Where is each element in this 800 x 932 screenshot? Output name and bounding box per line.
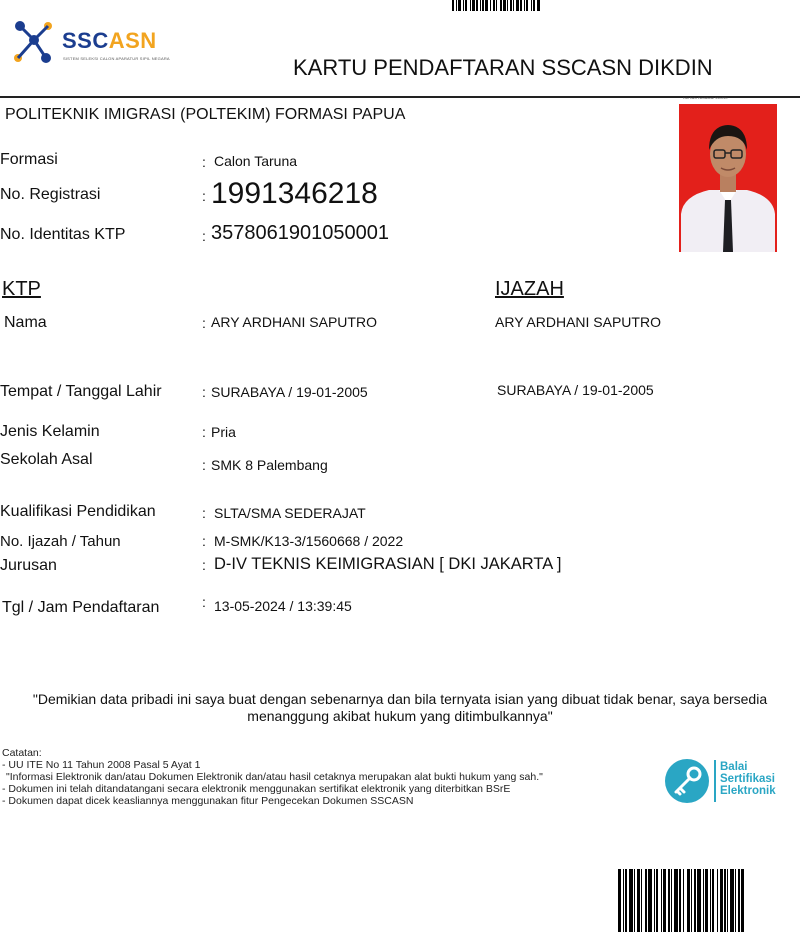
bottom-barcode: [618, 869, 790, 932]
jurusan-colon: :: [202, 557, 206, 573]
ijazah-tahun-label: No. Ijazah / Tahun: [0, 533, 121, 550]
registrasi-label: No. Registrasi: [0, 186, 101, 203]
logo-subtitle: SISTEM SELEKSI CALON APARATUR SIPIL NEGARA: [63, 56, 170, 61]
kualifikasi-colon: :: [202, 505, 206, 521]
ttl-ijazah-value: SURABAYA / 19-01-2005: [497, 382, 654, 398]
bsre-line-1: Balai: [720, 761, 748, 773]
jenis-kelamin-value: Pria: [211, 424, 236, 440]
formasi-label: Formasi: [0, 151, 58, 168]
tgl-daftar-label: Tgl / Jam Pendaftaran: [2, 599, 160, 616]
kualifikasi-label: Kualifikasi Pendidikan: [0, 503, 156, 520]
bsre-line-2: Sertifikasi: [720, 773, 775, 785]
formasi-colon: :: [202, 154, 206, 170]
ijazah-tahun-colon: :: [202, 533, 206, 549]
ttl-ktp-value: SURABAYA / 19-01-2005: [211, 384, 368, 400]
jurusan-label: Jurusan: [0, 557, 57, 574]
tgl-daftar-value: 13-05-2024 / 13:39:45: [214, 598, 352, 614]
registrasi-value: 1991346218: [211, 177, 378, 210]
jenis-kelamin-colon: :: [202, 424, 206, 440]
ktp-id-colon: :: [202, 228, 206, 244]
logo-name-main: SSC: [62, 28, 109, 53]
registrasi-colon: :: [202, 188, 206, 204]
institution-name: POLITEKNIK IMIGRASI (POLTEKIM) FORMASI PAPUA: [5, 106, 406, 123]
tgl-daftar-colon: :: [202, 594, 206, 610]
sscasn-logo: [10, 18, 170, 68]
ttl-colon: :: [202, 384, 206, 400]
photo-caption: Foto Kartu Pendaftaran SSCASN: [683, 96, 728, 100]
sscasn-logo-icon: [10, 18, 58, 66]
sekolah-label: Sekolah Asal: [0, 451, 93, 468]
nama-colon: :: [202, 315, 206, 331]
ktp-id-label: No. Identitas KTP: [0, 226, 126, 243]
applicant-photo: [679, 104, 777, 252]
top-barcode: [452, 0, 576, 11]
formasi-value: Calon Taruna: [214, 153, 298, 169]
jurusan-value: D-IV TEKNIS KEIMIGRASIAN [ DKI JAKARTA ]: [214, 555, 562, 573]
bsre-key-icon: [664, 758, 710, 804]
logo-name-accent: ASN: [108, 28, 157, 53]
person-photo-icon: [679, 104, 777, 252]
notes-line-2: "Informasi Elektronik dan/atau Dokumen Elektronik dan/atau hasil cetaknya merupakan alat bukti hukum yang sah.": [6, 771, 543, 783]
page-title: KARTU PENDAFTARAN SSCASN DIKDIN: [293, 55, 713, 80]
bsre-line-3: Elektronik: [720, 785, 776, 797]
ttl-label: Tempat / Tanggal Lahir: [0, 383, 162, 400]
header-divider: [0, 96, 800, 98]
notes-block: [2, 747, 652, 807]
section-ktp: KTP: [2, 278, 41, 300]
notes-line-1: - UU ITE No 11 Tahun 2008 Pasal 5 Ayat 1: [2, 759, 201, 771]
declaration-line-2: menanggung akibat hukum yang ditimbulkannya": [247, 708, 553, 724]
ijazah-tahun-value: M-SMK/K13-3/1560668 / 2022: [214, 533, 404, 549]
kualifikasi-value: SLTA/SMA SEDERAJAT: [214, 505, 366, 521]
section-ijazah: IJAZAH: [495, 278, 564, 300]
nama-ktp-value: ARY ARDHANI SAPUTRO: [211, 314, 377, 330]
nama-ijazah-value: ARY ARDHANI SAPUTRO: [495, 314, 661, 330]
jenis-kelamin-label: Jenis Kelamin: [0, 423, 100, 440]
declaration-statement: [10, 691, 790, 725]
declaration-line-1: "Demikian data pribadi ini saya buat dengan sebenarnya dan bila ternyata isian yang dibuat tidak benar, saya bersedia: [32, 691, 768, 707]
sekolah-value: SMK 8 Palembang: [211, 457, 328, 473]
notes-title: Catatan:: [2, 747, 42, 759]
notes-line-3: - Dokumen ini telah ditandatangani secara elektronik menggunakan sertifikat elektronik yang diterbitkan BSrE: [2, 783, 511, 795]
nama-label: Nama: [4, 314, 47, 331]
notes-line-4: - Dokumen dapat dicek keasliannya menggunakan fitur Pengecekan Dokumen SSCASN: [2, 795, 414, 807]
bsre-logo: [664, 758, 794, 806]
ktp-id-value: 3578061901050001: [211, 222, 389, 244]
sekolah-colon: :: [202, 457, 206, 473]
